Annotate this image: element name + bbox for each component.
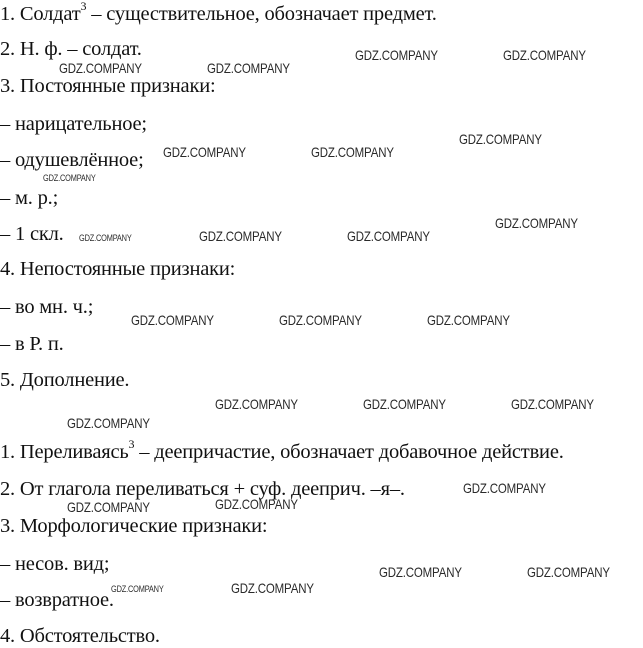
line-4: – нарицательное; [0,113,147,135]
watermark-text: GDZ.COMPANY [43,173,96,183]
watermark-text: GDZ.COMPANY [67,415,150,431]
watermark-text: GDZ.COMPANY [79,233,132,243]
line-9: – во мн. ч.; [0,296,94,318]
watermark-text: GDZ.COMPANY [427,312,510,328]
watermark-text: GDZ.COMPANY [59,60,142,76]
line-2: 2. Н. ф. – солдат. [0,38,142,60]
line-12: 1. Переливаясь$^3$ – деепричастие, обозначает добавочное действие. [0,437,564,463]
line-1: 1. Солдат$^3$ – существительное, обозначает предмет. [0,0,437,25]
line-15: – несов. вид; [0,553,110,575]
watermark-text: GDZ.COMPANY [503,47,586,63]
line-14: 3. Морфологические признаки: [0,515,268,537]
line-6: – м. р.; [0,187,59,209]
watermark-text: GDZ.COMPANY [215,396,298,412]
watermark-text: GDZ.COMPANY [511,396,594,412]
line-7: – 1 скл. [0,223,64,245]
watermark-text: GDZ.COMPANY [459,131,542,147]
line-5: – одушевлённое; [0,149,144,171]
watermark-text: GDZ.COMPANY [215,496,298,512]
line-8: 4. Непостоянные признаки: [0,258,236,280]
watermark-text: GDZ.COMPANY [355,47,438,63]
line-11: 5. Дополнение. [0,369,130,391]
line-17: 4. Обстоятельство. [0,625,160,647]
watermark-text: GDZ.COMPANY [347,228,430,244]
line-10: – в Р. п. [0,333,64,355]
watermark-text: GDZ.COMPANY [207,60,290,76]
watermark-text: GDZ.COMPANY [163,144,246,160]
watermark-text: GDZ.COMPANY [363,396,446,412]
watermark-text: GDZ.COMPANY [131,312,214,328]
watermark-text: GDZ.COMPANY [67,499,150,515]
watermark-text: GDZ.COMPANY [311,144,394,160]
line-13: 2. От глагола переливаться + суф. дееприч. –я–. [0,478,405,500]
line-3: 3. Постоянные признаки: [0,75,216,97]
watermark-text: GDZ.COMPANY [463,480,546,496]
watermark-text: GDZ.COMPANY [231,580,314,596]
line-16: – возвратное. [0,589,114,611]
watermark-text: GDZ.COMPANY [279,312,362,328]
watermark-text: GDZ.COMPANY [199,228,282,244]
watermark-text: GDZ.COMPANY [495,215,578,231]
watermark-text: GDZ.COMPANY [527,564,610,580]
watermark-text: GDZ.COMPANY [379,564,462,580]
watermark-text: GDZ.COMPANY [111,584,164,594]
